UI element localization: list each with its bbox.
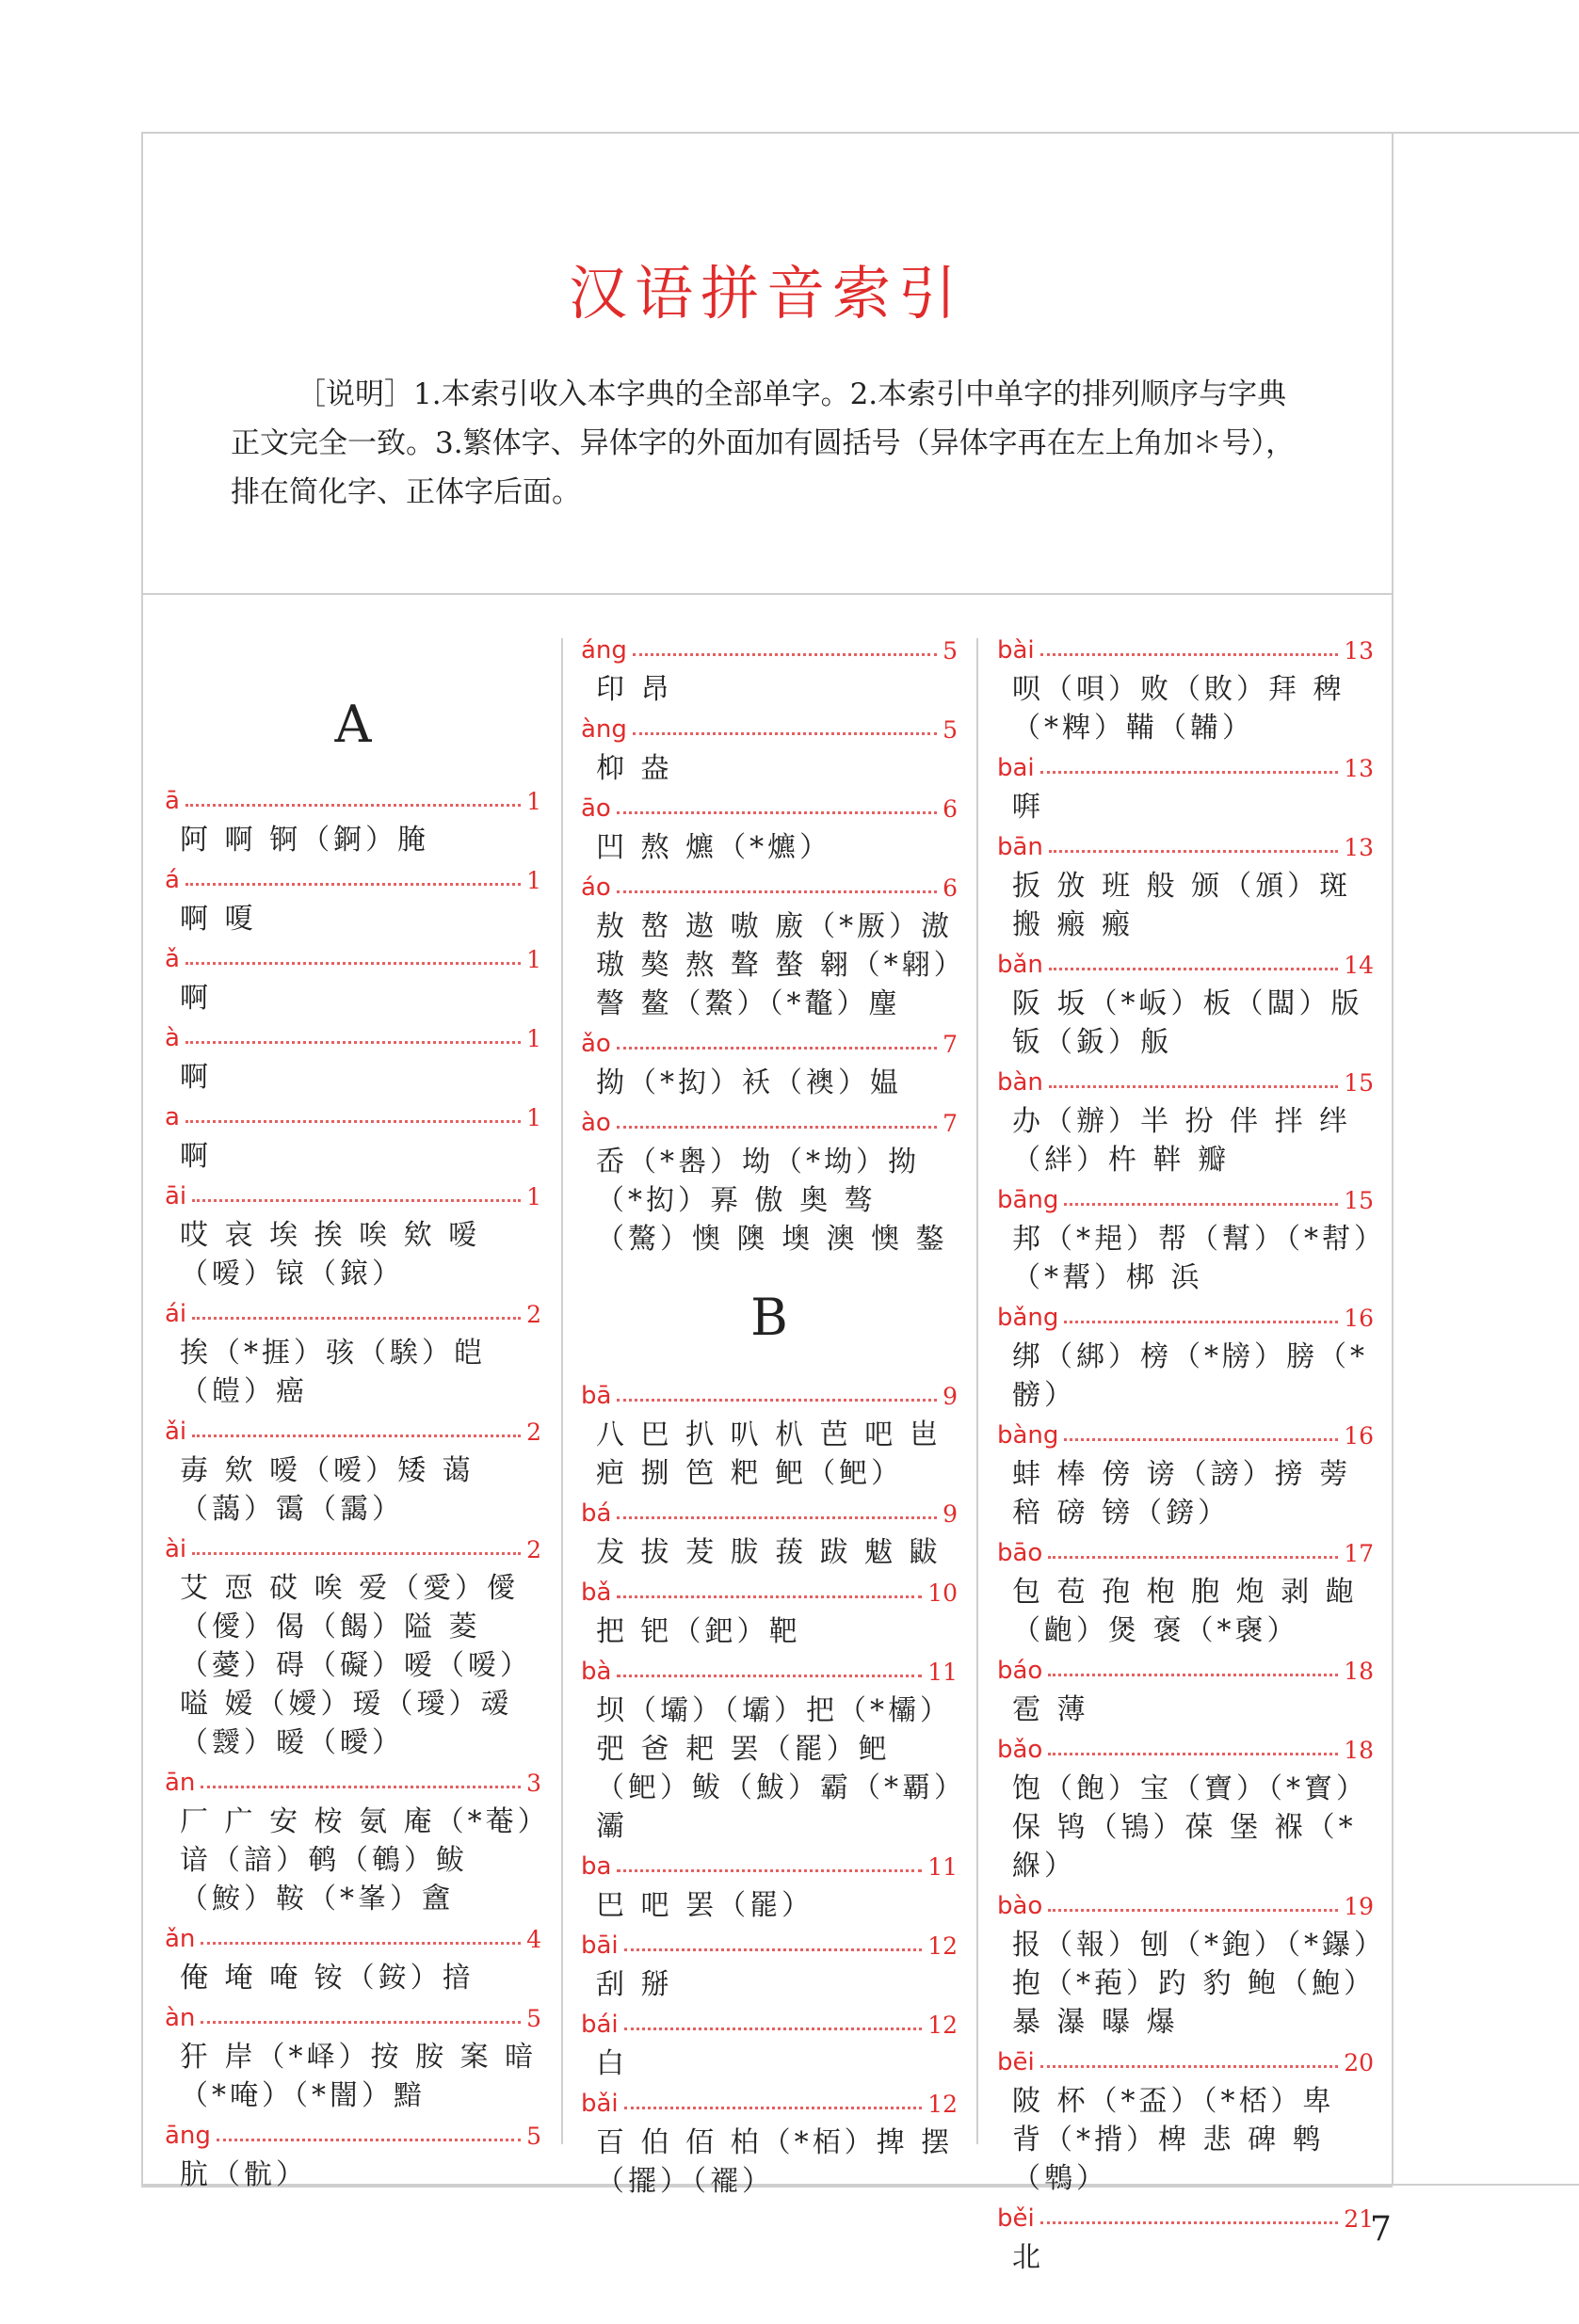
- pinyin-syllable: á: [165, 866, 180, 894]
- pinyin-syllable: áng: [581, 636, 627, 665]
- index-entry: [581, 789, 958, 867]
- character-list: 把 钯（鈀）靶: [596, 1615, 801, 1648]
- page-reference: 12: [927, 1931, 958, 1960]
- page-reference: 6: [943, 874, 958, 902]
- column-separator: [976, 638, 978, 2144]
- character-list: 白: [596, 2047, 628, 2080]
- page-reference: 2: [526, 1300, 541, 1328]
- index-entry: [581, 631, 958, 709]
- dot-leader: [1064, 1438, 1338, 1441]
- dot-leader: [1049, 850, 1338, 853]
- pinyin-syllable: bà: [581, 1658, 612, 1686]
- page-reference: 13: [1344, 754, 1374, 782]
- pinyin-syllable: āo: [581, 794, 611, 823]
- dot-leader: [617, 1516, 937, 1519]
- pinyin-syllable: bǎng: [997, 1304, 1059, 1332]
- pinyin-syllable: ǎ: [165, 945, 180, 973]
- pinyin-syllable: bān: [997, 833, 1043, 861]
- page-number: 7: [1370, 2210, 1392, 2249]
- section-letter: A: [334, 695, 372, 754]
- pinyin-line: [581, 1847, 958, 1886]
- dot-leader: [185, 1120, 521, 1123]
- character-list: 敖 嶅 遨 嗷 廒（*厫）滶 璈 獒 熬 聱 螯 翱（*翶）謷 鳌（鰲）（*鼇）麈: [596, 910, 954, 1020]
- index-entry: [997, 1063, 1374, 1179]
- pinyin-line: [581, 1024, 958, 1064]
- character-list: 包 苞 孢 枹 胞 炮 剥 龅（齙）煲 褒（*襃）: [1012, 1576, 1358, 1647]
- dot-leader: [1048, 1909, 1338, 1912]
- page-reference: 14: [1344, 951, 1374, 979]
- dot-leader: [1040, 2065, 1338, 2068]
- pinyin-line: [581, 868, 958, 907]
- pinyin-line: [165, 1530, 541, 1569]
- pinyin-line: [165, 1294, 541, 1334]
- page-reference: 1: [526, 1024, 541, 1052]
- page-reference: 13: [1344, 636, 1374, 665]
- dot-leader: [192, 1317, 521, 1320]
- pinyin-line: [581, 1926, 958, 1965]
- character-list: 阪 坂（*岅）板（闆）版 钣（鈑）舨: [1012, 987, 1363, 1059]
- index-entry: [997, 1180, 1374, 1297]
- dot-leader: [617, 1399, 937, 1402]
- dot-leader: [1040, 2221, 1338, 2224]
- character-list: 陂 杯（*盃）（*桮）卑 背（*揹）椑 悲 碑 鹎（鵯）: [1012, 2085, 1335, 2195]
- index-entry: [581, 1024, 958, 1102]
- index-entry: [997, 1298, 1374, 1415]
- pinyin-syllable: áo: [581, 874, 611, 902]
- index-entry: [581, 2005, 958, 2083]
- character-list: 扳 攽 班 般 颁（頒）斑 搬 瘢 瘢: [1012, 870, 1352, 941]
- page-reference: 4: [526, 1925, 541, 1953]
- page-title: 汉语拼音索引: [568, 259, 964, 328]
- pinyin-syllable: bàn: [997, 1068, 1043, 1097]
- dot-leader: [185, 962, 521, 965]
- page-reference: 12: [927, 2090, 958, 2118]
- index-entry: [581, 1652, 958, 1846]
- dot-leader: [201, 1786, 521, 1788]
- pinyin-syllable: àn: [165, 2004, 196, 2032]
- character-list: 巴 吧 罢（罷）: [596, 1889, 814, 1922]
- index-entry: [581, 1494, 958, 1572]
- dot-leader: [192, 1199, 521, 1202]
- character-list: 邦（*邫）帮（幫）（*幇）（*幚）梆 浜: [1012, 1223, 1372, 1294]
- index-entry: [165, 1177, 541, 1293]
- pinyin-line: [581, 1573, 958, 1612]
- frame-right-border: [1392, 132, 1394, 2184]
- index-entry: [165, 1098, 541, 1176]
- page-reference: 1: [526, 1182, 541, 1210]
- dot-leader: [624, 2107, 923, 2109]
- pinyin-syllable: bāng: [997, 1186, 1059, 1214]
- page-reference: 18: [1344, 1736, 1374, 1764]
- pinyin-syllable: bǎo: [997, 1736, 1043, 1764]
- pinyin-line: [165, 781, 541, 821]
- dot-leader: [617, 1675, 922, 1677]
- page-reference: 17: [1344, 1539, 1374, 1567]
- index-entry: [581, 2084, 958, 2201]
- page-reference: 2: [526, 1535, 541, 1563]
- dot-leader: [1048, 1556, 1338, 1559]
- character-list: 枊 盎: [596, 752, 673, 785]
- header-divider: [141, 593, 1393, 595]
- dot-leader: [617, 890, 937, 893]
- index-entry: [581, 1847, 958, 1925]
- pinyin-line: [581, 1376, 958, 1416]
- page-reference: 21: [1344, 2204, 1374, 2233]
- pinyin-line: [581, 710, 958, 749]
- character-list: 毐 欸 嗳（嗳）矮 蔼（藹）霭（靄）: [180, 1454, 475, 1526]
- dot-leader: [617, 1595, 922, 1598]
- pinyin-line: [997, 1651, 1374, 1691]
- pinyin-line: [165, 1919, 541, 1959]
- pinyin-line: [165, 1177, 541, 1216]
- page-reference: 10: [927, 1579, 958, 1607]
- index-entry: [997, 1533, 1374, 1650]
- character-list: 犮 拔 茇 胈 菝 跋 魃 鼥: [596, 1536, 942, 1569]
- page-reference: 7: [943, 1109, 958, 1137]
- index-entry: [997, 2043, 1374, 2198]
- index-entry: [997, 1416, 1374, 1532]
- page-reference: 13: [1344, 833, 1374, 861]
- character-list: 厂 广 安 桉 氨 庵（*菴）谙（諳）鹌（鵪）鲅（鮟）鞍（*峯）盦: [180, 1805, 536, 1915]
- dot-leader: [192, 1434, 521, 1437]
- pinyin-syllable: a: [165, 1103, 180, 1131]
- character-list: 啊: [180, 1061, 212, 1094]
- index-entry: [165, 1294, 541, 1411]
- pinyin-line: [581, 1494, 958, 1533]
- character-list: 百 伯 佰 柏（*栢）捭 摆（擺）（襬）: [596, 2126, 954, 2198]
- pinyin-line: [997, 1416, 1374, 1455]
- index-column-2: [581, 631, 958, 2202]
- index-entry: [165, 781, 541, 859]
- pinyin-line: [997, 1180, 1374, 1220]
- dot-leader: [201, 2021, 521, 2024]
- character-list: 办（辦）半 扮 伴 拌 绊（絆）杵 靽 瓣: [1012, 1105, 1352, 1177]
- pinyin-line: [165, 1763, 541, 1803]
- page-reference: 1: [526, 866, 541, 894]
- character-list: 饱（飽）宝（寶）（*寳）保 鸨（鴇）葆 堡 褓（*緥）: [1012, 1772, 1368, 1883]
- index-entry: [165, 939, 541, 1018]
- character-list: 俺 埯 唵 铵（銨）揞: [180, 1962, 475, 1995]
- dot-leader: [617, 1047, 937, 1050]
- explanation-note: ［说明］1.本索引收入本字典的全部单字。2.本索引中单字的排列顺序与字典正文完全一致。3.繁体字、异体字的外面加有圆括号（异体字再在左上角加＊号），排在简化字、正体字后面。: [231, 377, 1296, 509]
- pinyin-line: [997, 1063, 1374, 1102]
- page-reference: 20: [1344, 2048, 1374, 2076]
- page-reference: 1: [526, 945, 541, 973]
- pinyin-syllable: ài: [165, 1535, 187, 1563]
- index-entry: [581, 868, 958, 1023]
- character-list: 印 昂: [596, 673, 673, 706]
- pinyin-syllable: bǎ: [581, 1579, 612, 1607]
- character-list: 啊: [180, 982, 212, 1015]
- dot-leader: [633, 732, 937, 735]
- index-entry: [165, 1763, 541, 1918]
- character-list: 啊 嗄: [180, 903, 257, 936]
- dot-leader: [1048, 1753, 1338, 1755]
- page-reference: 11: [927, 1658, 958, 1686]
- index-entry: [165, 1919, 541, 1997]
- pinyin-syllable: ǎo: [581, 1030, 611, 1058]
- column-separator: [561, 638, 563, 2144]
- page-reference: 1: [526, 787, 541, 815]
- character-list: 阿 啊 锕（錒）腌: [180, 824, 430, 857]
- pinyin-line: [581, 2084, 958, 2124]
- page-reference: 15: [1344, 1186, 1374, 1214]
- character-list: 挨（*捱）骇（騃）皑（皚）癌: [180, 1337, 486, 1408]
- dot-leader: [633, 653, 937, 656]
- dot-leader: [1040, 771, 1339, 774]
- dot-leader: [185, 804, 521, 807]
- character-list: 刮 掰: [596, 1968, 673, 2001]
- dot-leader: [185, 883, 521, 886]
- index-column-1: [165, 631, 541, 2195]
- page-reference: 12: [927, 2011, 958, 2039]
- index-entry: [165, 2116, 541, 2194]
- pinyin-syllable: bài: [997, 636, 1035, 665]
- pinyin-syllable: ào: [581, 1109, 611, 1137]
- pinyin-syllable: bái: [581, 2011, 619, 2039]
- dot-leader: [201, 1942, 521, 1945]
- index-entry: [581, 1573, 958, 1651]
- pinyin-syllable: bào: [997, 1892, 1043, 1920]
- pinyin-syllable: bá: [581, 1499, 612, 1528]
- index-entry: [165, 1412, 541, 1529]
- character-list: 㗑: [1012, 791, 1044, 824]
- pinyin-line: [997, 945, 1374, 985]
- pinyin-syllable: bāi: [581, 1931, 619, 1960]
- dot-leader: [1064, 1321, 1338, 1323]
- page-reference: 9: [943, 1382, 958, 1410]
- dot-leader: [185, 1041, 521, 1044]
- character-list: 八 巴 扒 叭 朳 芭 吧 岜 疤 捌 笆 粑 鲃（鲃）: [596, 1418, 942, 1490]
- pinyin-syllable: ǎn: [165, 1925, 196, 1953]
- page-reference: 7: [943, 1030, 958, 1058]
- index-entry: [997, 945, 1374, 1062]
- dot-leader: [1048, 1674, 1338, 1676]
- pinyin-line: [997, 1886, 1374, 1926]
- pinyin-syllable: ǎi: [165, 1418, 187, 1446]
- pinyin-line: [997, 1730, 1374, 1770]
- page-reference: 3: [526, 1769, 541, 1797]
- character-list: 哎 哀 埃 挨 唉 欸 嗳（嗳）锿（鎄）: [180, 1219, 481, 1290]
- pinyin-line: [997, 2199, 1374, 2238]
- pinyin-syllable: bai: [997, 754, 1035, 782]
- character-list: 凹 熬 爊（*爊）: [596, 831, 832, 864]
- character-list: 北: [1012, 2241, 1044, 2274]
- pinyin-line: [997, 748, 1374, 788]
- pinyin-line: [581, 631, 958, 670]
- index-entry: [165, 860, 541, 938]
- dot-leader: [1040, 653, 1339, 656]
- page-reference: 16: [1344, 1421, 1374, 1450]
- pinyin-line: [581, 1103, 958, 1143]
- pinyin-syllable: àng: [581, 715, 627, 744]
- page-reference: 5: [526, 2122, 541, 2150]
- character-list: 岙（*嶴）坳（*坳）拗（*抝）奡 傲 奥 骜（驁）懊 隩 墺 澳 懊 鏊: [596, 1146, 948, 1256]
- dot-leader: [192, 1552, 521, 1555]
- index-entry: [997, 827, 1374, 944]
- pinyin-line: [165, 1098, 541, 1137]
- index-entry: [581, 710, 958, 788]
- pinyin-syllable: běi: [997, 2204, 1035, 2233]
- pinyin-line: [165, 860, 541, 900]
- index-entry: [997, 631, 1374, 747]
- pinyin-line: [165, 939, 541, 979]
- pinyin-syllable: bàng: [997, 1421, 1059, 1450]
- dot-leader: [217, 2139, 521, 2141]
- page-reference: 19: [1344, 1892, 1374, 1920]
- pinyin-line: [997, 827, 1374, 867]
- index-entry: [165, 1530, 541, 1762]
- character-list: 绑（綁）榜（*牓）膀（*髈）: [1012, 1340, 1368, 1412]
- pinyin-line: [165, 1018, 541, 1058]
- index-entry: [165, 1998, 541, 2115]
- pinyin-syllable: à: [165, 1024, 180, 1052]
- character-list: 艾 恧 砹 唉 爱（愛）僾（僾）偈（餲）隘 菱（薆）碍（礙）嗳（嗳）嗌 嫒（嬡）瑷（璦）叆（靉）暧（曖）: [180, 1572, 532, 1759]
- index-entry: [997, 1730, 1374, 1885]
- pinyin-line: [581, 789, 958, 828]
- dot-leader: [617, 1126, 937, 1129]
- pinyin-line: [165, 2116, 541, 2156]
- dot-leader: [624, 1948, 923, 1951]
- character-list: 雹 薄: [1012, 1693, 1089, 1726]
- page-reference: 18: [1344, 1657, 1374, 1685]
- page-reference: 11: [927, 1852, 958, 1881]
- pinyin-syllable: bǎn: [997, 951, 1043, 979]
- pinyin-line: [997, 2043, 1374, 2082]
- index-entry: [997, 1886, 1374, 2042]
- character-list: 肮（骯）: [180, 2158, 308, 2191]
- pinyin-syllable: bēi: [997, 2048, 1035, 2076]
- page-reference: 15: [1344, 1068, 1374, 1097]
- section-letter: B: [750, 1288, 788, 1347]
- dot-leader: [617, 1869, 922, 1872]
- dot-leader: [1064, 1203, 1338, 1206]
- pinyin-line: [581, 2005, 958, 2044]
- pinyin-syllable: bā: [581, 1382, 612, 1410]
- pinyin-line: [165, 1412, 541, 1451]
- page-reference: 5: [526, 2004, 541, 2032]
- index-entry: [997, 1651, 1374, 1729]
- pinyin-syllable: báo: [997, 1657, 1043, 1685]
- character-list: 呗（唄）败（敗）拜 稗（*粺）鞴（韛）: [1012, 673, 1345, 745]
- index-entry: [997, 748, 1374, 826]
- pinyin-syllable: bǎi: [581, 2090, 619, 2118]
- pinyin-line: [997, 1298, 1374, 1338]
- character-list: 蚌 棒 傍 谤（謗）搒 蒡 稖 磅 镑（鎊）: [1012, 1458, 1352, 1530]
- pinyin-syllable: bāo: [997, 1539, 1043, 1567]
- page-reference: 6: [943, 794, 958, 823]
- index-entry: [165, 1018, 541, 1097]
- character-list: 坝（壩）（壩）把（*欛）弝 爸 耙 罢（罷）鲃（鲃）鲅（鮁）霸（*覇）灞: [596, 1694, 952, 1843]
- character-list: 啊: [180, 1140, 212, 1173]
- pinyin-syllable: ān: [165, 1769, 196, 1797]
- pinyin-line: [997, 631, 1374, 670]
- pinyin-line: [581, 1652, 958, 1691]
- dot-leader: [624, 2027, 923, 2030]
- character-list: 拗（*抝）袄（襖）媪: [596, 1066, 902, 1099]
- pinyin-line: [997, 1533, 1374, 1573]
- pinyin-line: [165, 1998, 541, 2038]
- page-reference: 5: [943, 715, 958, 744]
- pinyin-syllable: ā: [165, 787, 180, 815]
- index-column-3: [997, 631, 1374, 2278]
- character-list: 报（報）刨（*鉋）（*鑤）抱（*菢）趵 豹 鲍（鮑）暴 瀑 曝 爆: [1012, 1929, 1372, 2039]
- page-reference: 2: [526, 1418, 541, 1446]
- page-reference: 9: [943, 1499, 958, 1528]
- pinyin-syllable: āi: [165, 1182, 187, 1210]
- index-entry: [997, 2199, 1374, 2277]
- dot-leader: [617, 811, 937, 814]
- pinyin-syllable: ba: [581, 1852, 612, 1881]
- pinyin-syllable: āng: [165, 2122, 211, 2150]
- dot-leader: [1049, 1085, 1338, 1088]
- index-entry: [581, 1376, 958, 1493]
- pinyin-syllable: ái: [165, 1300, 187, 1328]
- dot-leader: [1049, 968, 1338, 970]
- character-list: 犴 岸（*峄）按 胺 案 暗（*唵）（*闇）黯: [180, 2041, 538, 2112]
- page-reference: 5: [943, 636, 958, 665]
- page-reference: 1: [526, 1103, 541, 1131]
- index-entry: [581, 1926, 958, 2004]
- page-reference: 16: [1344, 1304, 1374, 1332]
- index-entry: [581, 1103, 958, 1258]
